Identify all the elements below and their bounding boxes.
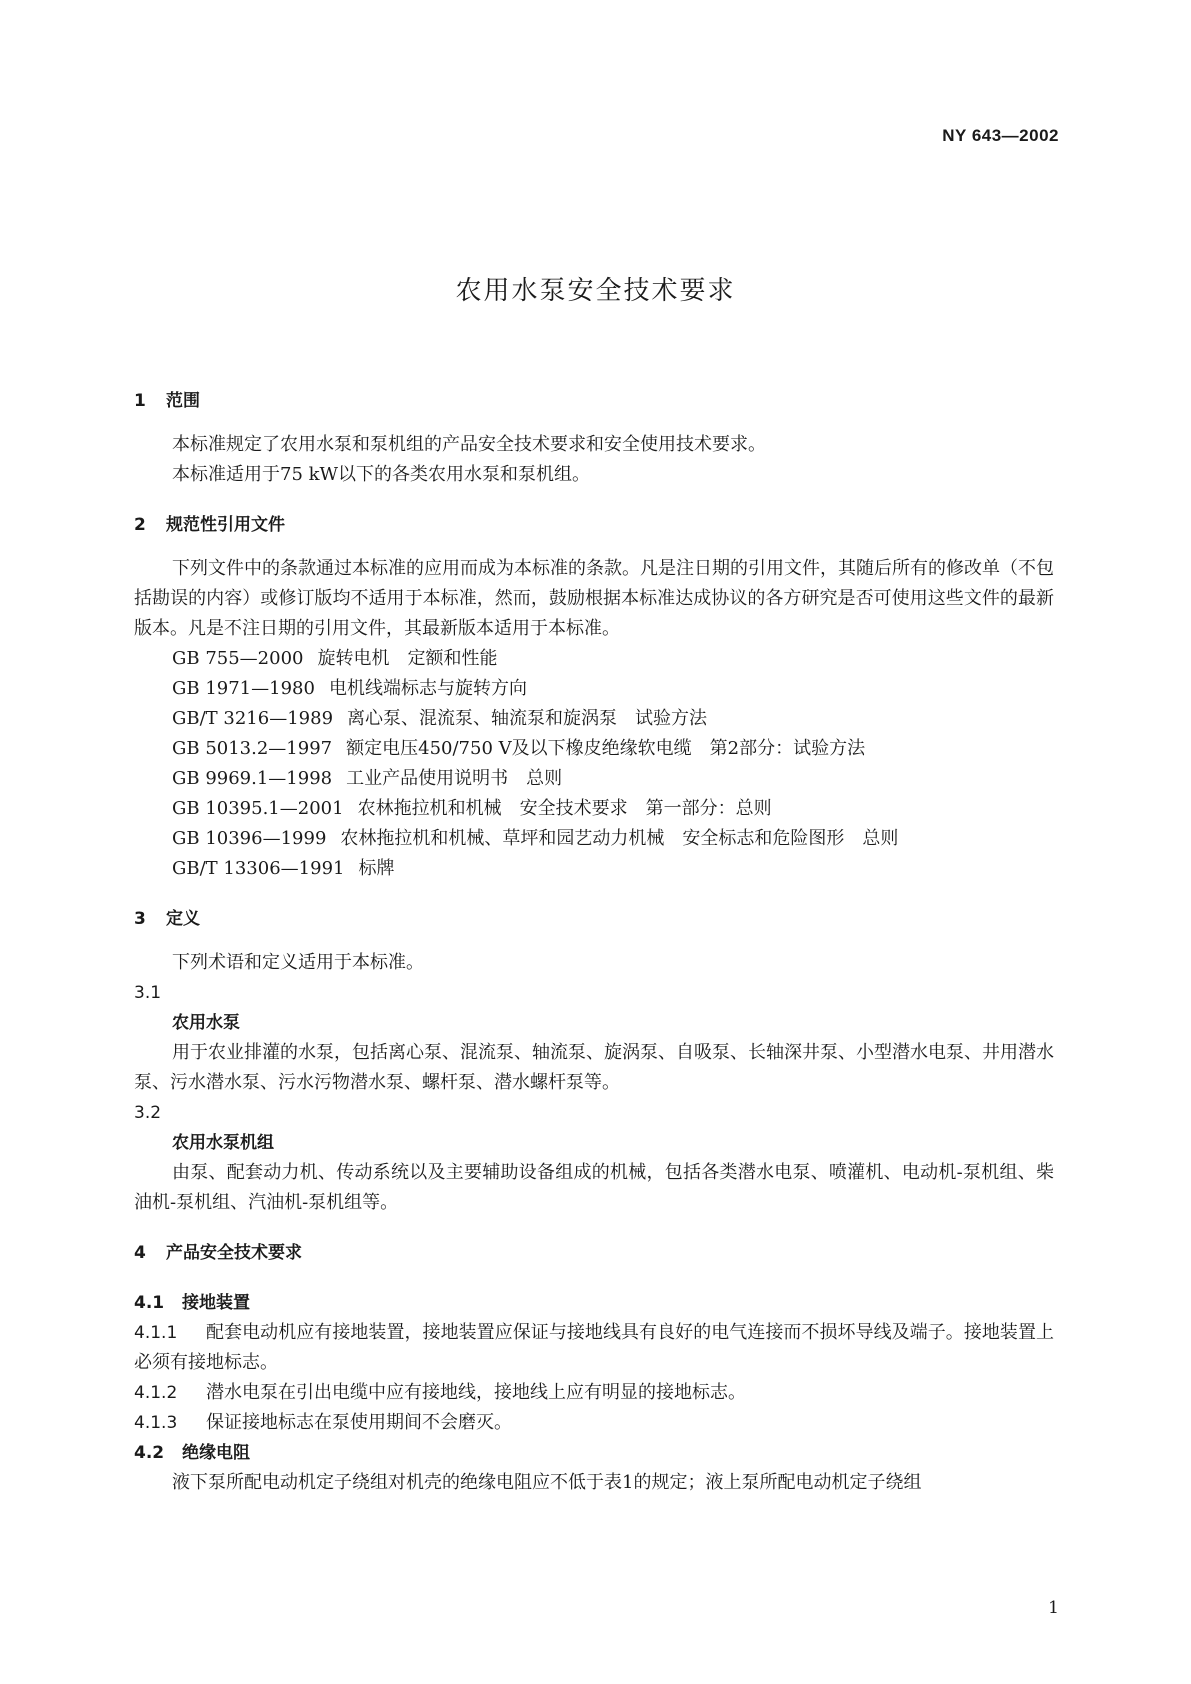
subsection-heading	[134, 1288, 1054, 1318]
clause-number: 4.1.3	[134, 1413, 178, 1433]
page-number: 1	[1048, 1598, 1059, 1618]
section-number: 4	[134, 1243, 146, 1263]
reference-title: 农林拖拉机和机械、草坪和园艺动力机械 安全标志和危险图形 总则	[340, 828, 899, 849]
reference-title: 旋转电机 定额和性能	[317, 648, 498, 669]
clause-text: 保证接地标志在泵使用期间不会磨灭。	[206, 1412, 512, 1433]
term-name: 农用水泵	[172, 1013, 240, 1033]
clause-text: 潜水电泵在引出电缆中应有接地线，接地线上应有明显的接地标志。	[206, 1382, 746, 1403]
clause	[134, 1408, 1054, 1438]
term-definition: 由泵、配套动力机、传动系统以及主要辅助设备组成的机械，包括各类潜水电泵、喷灌机、电动机-泵机组、柴油机-泵机组、汽油机-泵机组等。	[134, 1162, 1054, 1213]
clause-number: 4.1.2	[134, 1383, 178, 1403]
reference-item	[134, 824, 1054, 854]
section-number: 1	[134, 391, 146, 411]
document-body	[134, 386, 1054, 1498]
reference-code: GB 10395.1—2001	[172, 798, 344, 819]
term-definition: 用于农业排灌的水泵，包括离心泵、混流泵、轴流泵、旋涡泵、自吸泵、长轴深井泵、小型潜水电泵、井用潜水泵、污水潜水泵、污水污物潜水泵、螺杆泵、潜水螺杆泵等。	[134, 1042, 1054, 1093]
reference-title: 工业产品使用说明书 总则	[346, 768, 563, 789]
section-title: 定义	[166, 909, 200, 929]
reference-code: GB 9969.1—1998	[172, 768, 333, 789]
paragraph: 下列术语和定义适用于本标准。	[172, 952, 424, 973]
reference-item	[134, 734, 1054, 764]
document-title: 农用水泵安全技术要求	[455, 276, 736, 306]
paragraph: 下列文件中的条款通过本标准的应用而成为本标准的条款。凡是注日期的引用文件，其随后所有的修改单（不包括勘误的内容）或修订版均不适用于本标准，然而，鼓励根据本标准达成协议的各方研究是否可使用这些文件的最新版本。凡是不注日期的引用文件，其最新版本适用于本标准。	[134, 558, 1054, 639]
term-number: 3.1	[134, 983, 162, 1003]
reference-item	[134, 644, 1054, 674]
section-number: 3	[134, 909, 146, 929]
section-heading	[134, 1238, 1054, 1268]
standard-code: NY 643—2002	[942, 126, 1059, 145]
reference-title: 标牌	[358, 858, 395, 879]
section-title: 产品安全技术要求	[166, 1243, 302, 1263]
term-number: 3.2	[134, 1103, 162, 1123]
reference-item	[134, 854, 1054, 884]
section-heading	[134, 386, 1054, 416]
reference-title: 额定电压450/750 V及以下橡皮绝缘软电缆 第2部分：试验方法	[346, 738, 866, 759]
reference-title: 农林拖拉机和机械 安全技术要求 第一部分：总则	[357, 798, 772, 819]
clause-number: 4.1.1	[134, 1323, 178, 1343]
subsection-number: 4.1	[134, 1293, 165, 1313]
subsection-number: 4.2	[134, 1443, 165, 1463]
subsection-title: 接地装置	[182, 1293, 250, 1313]
term-name: 农用水泵机组	[172, 1133, 274, 1153]
reference-code: GB 1971—1980	[172, 678, 315, 699]
clause-text: 配套电动机应有接地装置，接地装置应保证与接地线具有良好的电气连接而不损坏导线及端子。接地装置上必须有接地标志。	[134, 1322, 1054, 1373]
reference-item	[134, 764, 1054, 794]
paragraph: 本标准适用于75 kW以下的各类农用水泵和泵机组。	[172, 464, 591, 485]
section-heading	[134, 904, 1054, 934]
section-heading	[134, 510, 1054, 540]
reference-title: 离心泵、混流泵、轴流泵和旋涡泵 试验方法	[347, 708, 708, 729]
reference-code: GB/T 13306—1991	[172, 858, 345, 879]
reference-item	[134, 674, 1054, 704]
reference-code: GB 755—2000	[172, 648, 304, 669]
section-title: 规范性引用文件	[166, 515, 285, 535]
section-number: 2	[134, 515, 146, 535]
reference-title: 电机线端标志与旋转方向	[328, 678, 527, 699]
paragraph: 本标准规定了农用水泵和泵机组的产品安全技术要求和安全使用技术要求。	[172, 434, 766, 455]
paragraph: 液下泵所配电动机定子绕组对机壳的绝缘电阻应不低于表1的规定；液上泵所配电动机定子绕组	[172, 1472, 922, 1493]
reference-code: GB/T 3216—1989	[172, 708, 334, 729]
reference-item	[134, 704, 1054, 734]
subsection-title: 绝缘电阻	[182, 1443, 250, 1463]
clause	[134, 1318, 1054, 1378]
subsection-heading	[134, 1438, 1054, 1468]
reference-code: GB 5013.2—1997	[172, 738, 333, 759]
reference-code: GB 10396—1999	[172, 828, 327, 849]
clause	[134, 1378, 1054, 1408]
section-title: 范围	[166, 391, 200, 411]
reference-item	[134, 794, 1054, 824]
